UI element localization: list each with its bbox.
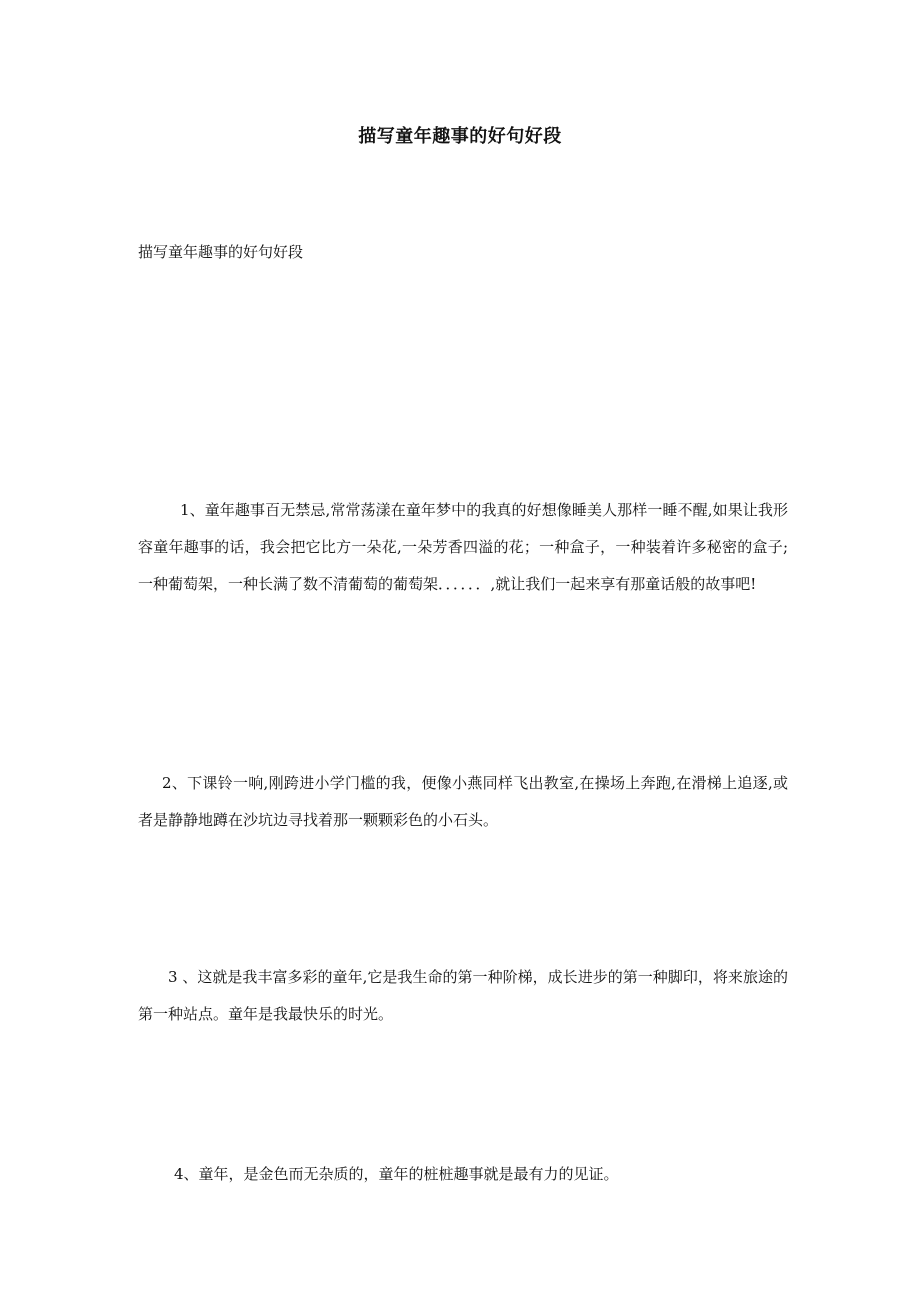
paragraph-text: 2、下课铃一响,刚跨进小学门槛的我，便像小燕同样飞出教室,在操场上奔跑,在滑梯上追逐,或者是静静地蹲在沙坑边寻找着那一颗颗彩色的小石头。 xyxy=(138,774,788,829)
document-subtitle: 描写童年趣事的好句好段 xyxy=(138,243,304,261)
paragraph-1 xyxy=(138,492,788,603)
paragraph-text: 3 、这就是我丰富多彩的童年,它是我生命的第一种阶梯，成长进步的第一种脚印，将来旅途的第一种站点。童年是我最快乐的时光。 xyxy=(138,968,788,1023)
paragraph-text: 1、童年趣事百无禁忌,常常荡漾在童年梦中的我真的好想像睡美人那样一睡不醒,如果让我形容童年趣事的话，我会把它比方一朵花,一朵芳香四溢的花；一种盒子，一种装着许多秘密的盒子;一种葡萄架，一种长满了数不清葡萄的葡萄架．．．．．．,就让我们一起来享有那童话般的故事吧! xyxy=(138,501,788,593)
paragraph-2 xyxy=(138,765,788,839)
document-title: 描写童年趣事的好句好段 xyxy=(358,126,562,147)
paragraph-text: 4、童年，是金色而无杂质的，童年的桩桩趣事就是最有力的见证。 xyxy=(174,1165,619,1183)
paragraph-3 xyxy=(138,959,788,1033)
paragraph-4 xyxy=(138,1156,788,1193)
